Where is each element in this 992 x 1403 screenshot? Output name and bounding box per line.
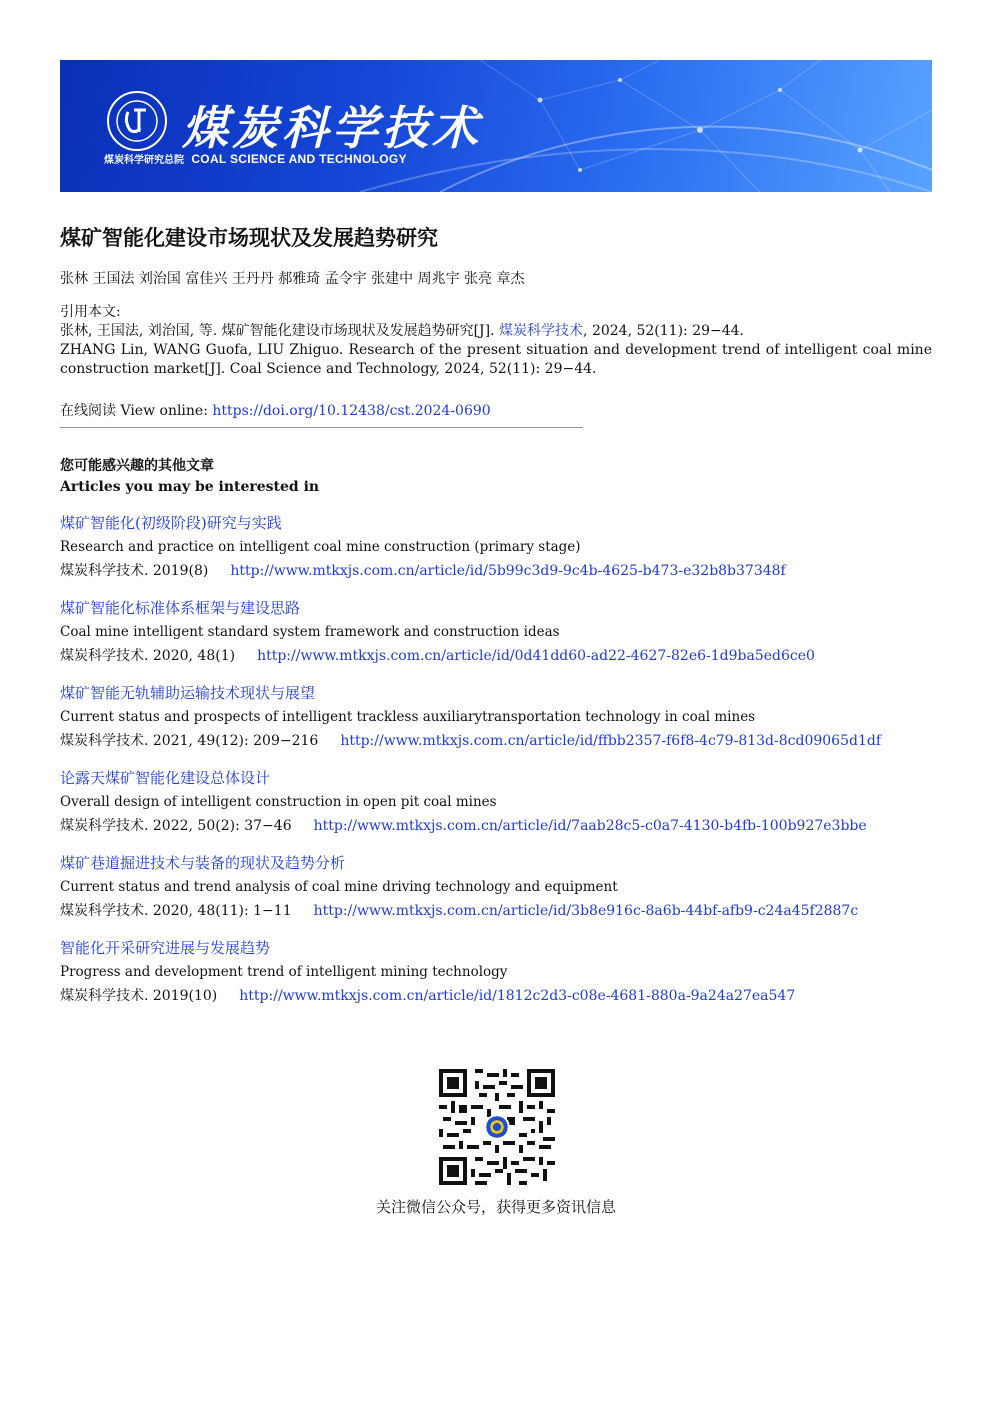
related-article [60,682,932,767]
related-article-source: 煤炭科学技术. 2020, 48(11): 1−11 [60,903,292,919]
related-article-source: 煤炭科学技术. 2019(8) [60,563,209,579]
related-article-title-en: Coal mine intelligent standard system framework and construction ideas [60,624,560,640]
related-article-source: 煤炭科学技术. 2022, 50(2): 37−46 [60,818,292,834]
related-article-url-link[interactable]: http://www.mtkxjs.com.cn/article/id/7aab28c5-c0a7-4130-b4fb-100b927e3bbe [313,818,867,834]
related-heading-en: Articles you may be interested in [60,479,320,495]
related-article-url-link[interactable]: http://www.mtkxjs.com.cn/article/id/1812c2d3-c08e-4681-880a-9a24a27ea547 [239,988,796,1004]
citation-cn-suffix: , 2024, 52(11): 29−44. [583,323,745,339]
doi-link[interactable]: https://doi.org/10.12438/cst.2024-0690 [212,403,491,419]
journal-subline [104,151,407,166]
related-article-title-link[interactable]: 煤矿智能化标准体系框架与建设思路 [60,599,301,617]
related-article-url-link[interactable]: http://www.mtkxjs.com.cn/article/id/3b8e916c-8a6b-44bf-afb9-c24a45f2887c [313,903,859,919]
wechat-qr-code-icon[interactable] [439,1069,555,1185]
related-article-url-link[interactable]: http://www.mtkxjs.com.cn/article/id/5b99c3d9-9c4b-4625-b473-e32b8b37348f [230,563,786,579]
related-article [60,597,932,682]
journal-banner [60,60,932,192]
related-article-source: 煤炭科学技术. 2019(10) [60,988,218,1004]
related-article-title-link[interactable]: 煤矿巷道掘进技术与装备的现状及趋势分析 [60,854,346,872]
related-article [60,937,932,1022]
journal-name-cn: 煤炭科学技术 [182,101,482,155]
related-article-title-link[interactable]: 论露天煤矿智能化建设总体设计 [60,769,271,787]
related-article-source: 煤炭科学技术. 2021, 49(12): 209−216 [60,733,319,749]
related-article-title-en: Research and practice on intelligent coal mine construction (primary stage) [60,539,581,555]
related-article [60,767,932,852]
related-articles-list [60,512,932,1022]
related-article-url-link[interactable]: http://www.mtkxjs.com.cn/article/id/0d41dd60-ad22-4627-82e6-1d9ba5ed6ce0 [257,648,815,664]
journal-name-en: COAL SCIENCE AND TECHNOLOGY [191,152,407,166]
related-article-title-link[interactable]: 煤矿智能化(初级阶段)研究与实践 [60,514,282,532]
qr-caption: 关注微信公众号，获得更多资讯信息 [375,1198,616,1216]
related-article-title-en: Current status and prospects of intelligent trackless auxiliarytransportation technology in coal mines [60,709,756,725]
publisher-name-cn: 煤炭科学研究总院 [104,155,184,166]
related-article-source: 煤炭科学技术. 2020, 48(1) [60,648,236,664]
paper-title: 煤矿智能化建设市场现状及发展趋势研究 [60,226,438,250]
related-article-title-en: Progress and development trend of intelligent mining technology [60,964,508,980]
related-article-ref [60,985,932,1007]
related-article-title-link[interactable]: 煤矿智能无轨辅助运输技术现状与展望 [60,684,316,702]
related-article [60,512,932,597]
related-article-title-en: Overall design of intelligent construction in open pit coal mines [60,794,497,810]
related-heading-cn: 您可能感兴趣的其他文章 [60,458,214,474]
citation-label: 引用本文: [60,304,121,320]
related-article-ref [60,900,932,922]
related-article [60,852,932,937]
citation-cn [60,320,744,340]
related-article-ref [60,730,932,752]
divider [60,427,583,428]
online-label: 在线阅读 View online: [60,403,213,419]
paper-authors: 张林 王国法 刘治国 富佳兴 王丹丹 郝雅琦 孟令宇 张建中 周兆宇 张亮 章杰 [60,271,525,287]
journal-emblem-icon [106,90,168,152]
related-article-title-link[interactable]: 智能化开采研究进展与发展趋势 [60,939,271,957]
related-article-ref [60,645,932,667]
citation-en: ZHANG Lin, WANG Guofa, LIU Zhiguo. Research of the present situation and development trend of intelligent coal mine construction market[J]. Coal Science and Technology, 2024, 52(11): 29−44. [60,342,932,377]
citation-journal-link[interactable]: 煤炭科学技术 [499,323,584,339]
related-article-url-link[interactable]: http://www.mtkxjs.com.cn/article/id/ffbb2357-f6f8-4c79-813d-8cd09065d1df [340,733,881,749]
related-article-title-en: Current status and trend analysis of coal mine driving technology and equipment [60,879,618,895]
online-reading [60,400,491,420]
citation-cn-prefix: 张林, 王国法, 刘治国, 等. 煤矿智能化建设市场现状及发展趋势研究[J]. [60,323,500,339]
related-article-ref [60,560,932,582]
related-article-ref [60,815,932,837]
